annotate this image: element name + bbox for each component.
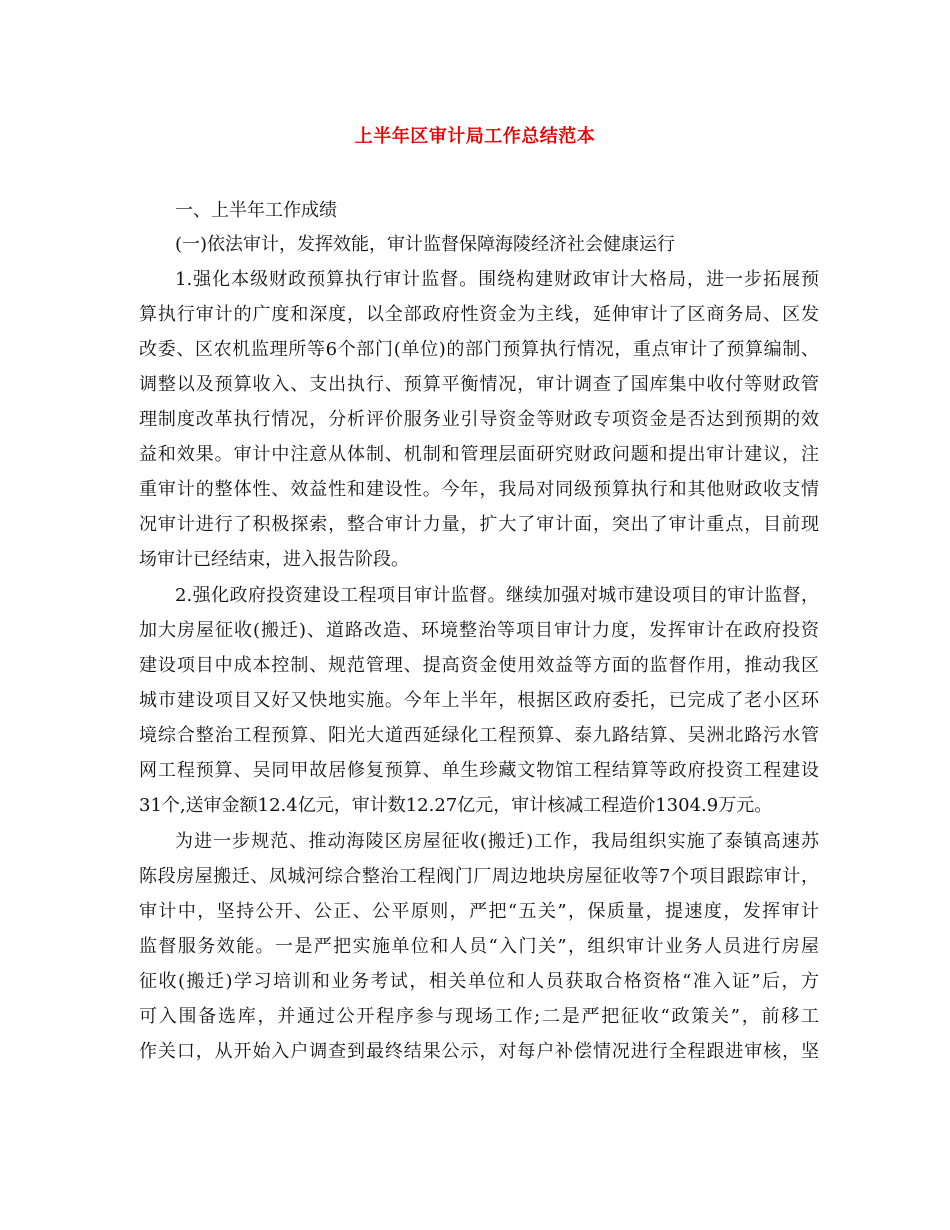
paragraph-line: 监督服务效能。一是严把实施单位和人员“入门关”，组织审计业务人员进行房屋: [139, 936, 819, 957]
subsection-heading: (一)依法审计，发挥效能，审计监督保障海陵经济社会健康运行: [175, 234, 676, 255]
document-title: 上半年区审计局工作总结范本: [354, 126, 596, 147]
paragraph-line: 建设项目中成本控制、规范管理、提高资金使用效益等方面的监督作用，推动我区: [139, 655, 819, 676]
paragraph-line: 加大房屋征收(搬迁)、道路改造、环境整治等项目审计力度，发挥审计在政府投资: [139, 620, 819, 641]
paragraph-line: 况审计进行了积极探索，整合审计力量，扩大了审计面，突出了审计重点，目前现: [139, 514, 819, 535]
paragraph-line: 网工程预算、吴同甲故居修复预算、单生珍藏文物馆工程结算等政府投资工程建设: [139, 760, 819, 781]
paragraph-line: 重审计的整体性、效益性和建设性。今年，我局对同级预算执行和其他财政收支情: [139, 479, 819, 500]
paragraph-line: 调整以及预算收入、支出执行、预算平衡情况，审计调查了国库集中收付等财政管: [139, 374, 819, 395]
paragraph-line: 境综合整治工程预算、阳光大道西延绿化工程预算、泰九路结算、吴洲北路污水管: [139, 725, 819, 746]
paragraph-line: 益和效果。审计中注意从体制、机制和管理层面研究财政问题和提出审计建议，注: [139, 444, 819, 465]
paragraph-line: 征收(搬迁)学习培训和业务考试，相关单位和人员获取合格资格“准入证”后，方: [139, 971, 819, 992]
paragraph-line: 改委、区农机监理所等6个部门(单位)的部门预算执行情况，重点审计了预算编制、: [139, 339, 819, 360]
paragraph-line: 1.强化本级财政预算执行审计监督。围绕构建财政审计大格局，进一步拓展预: [175, 269, 819, 290]
paragraph-line: 可入围备选库，并通过公开程序参与现场工作;二是严把征收“政策关”，前移工: [139, 1006, 819, 1027]
paragraph-line: 陈段房屋搬迁、凤城河综合整治工程阀门厂周边地块房屋征收等7个项目跟踪审计，: [139, 866, 819, 887]
section-heading: 一、上半年工作成绩: [175, 200, 337, 221]
paragraph-line: 31个,送审金额12.4亿元，审计数12.27亿元，审计核减工程造价1304.9万元。: [139, 795, 773, 816]
paragraph-line: 城市建设项目又好又快地实施。今年上半年，根据区政府委托，已完成了老小区环: [139, 690, 819, 711]
paragraph-line: 理制度改革执行情况，分析评价服务业引导资金等财政专项资金是否达到预期的效: [139, 409, 819, 430]
paragraph-line: 为进一步规范、推动海陵区房屋征收(搬迁)工作，我局组织实施了泰镇高速苏: [175, 831, 819, 852]
paragraph-line: 审计中，坚持公开、公正、公平原则，严把“五关”，保质量，提速度，发挥审计: [139, 901, 819, 922]
paragraph-line: 2.强化政府投资建设工程项目审计监督。继续加强对城市建设项目的审计监督，: [175, 585, 819, 606]
paragraph-line: 场审计已经结束，进入报告阶段。: [139, 549, 409, 570]
paragraph-line: 作关口，从开始入户调查到最终结果公示，对每户补偿情况进行全程跟进审核，坚: [139, 1041, 819, 1062]
paragraph-line: 算执行审计的广度和深度，以全部政府性资金为主线，延伸审计了区商务局、区发: [139, 304, 819, 325]
